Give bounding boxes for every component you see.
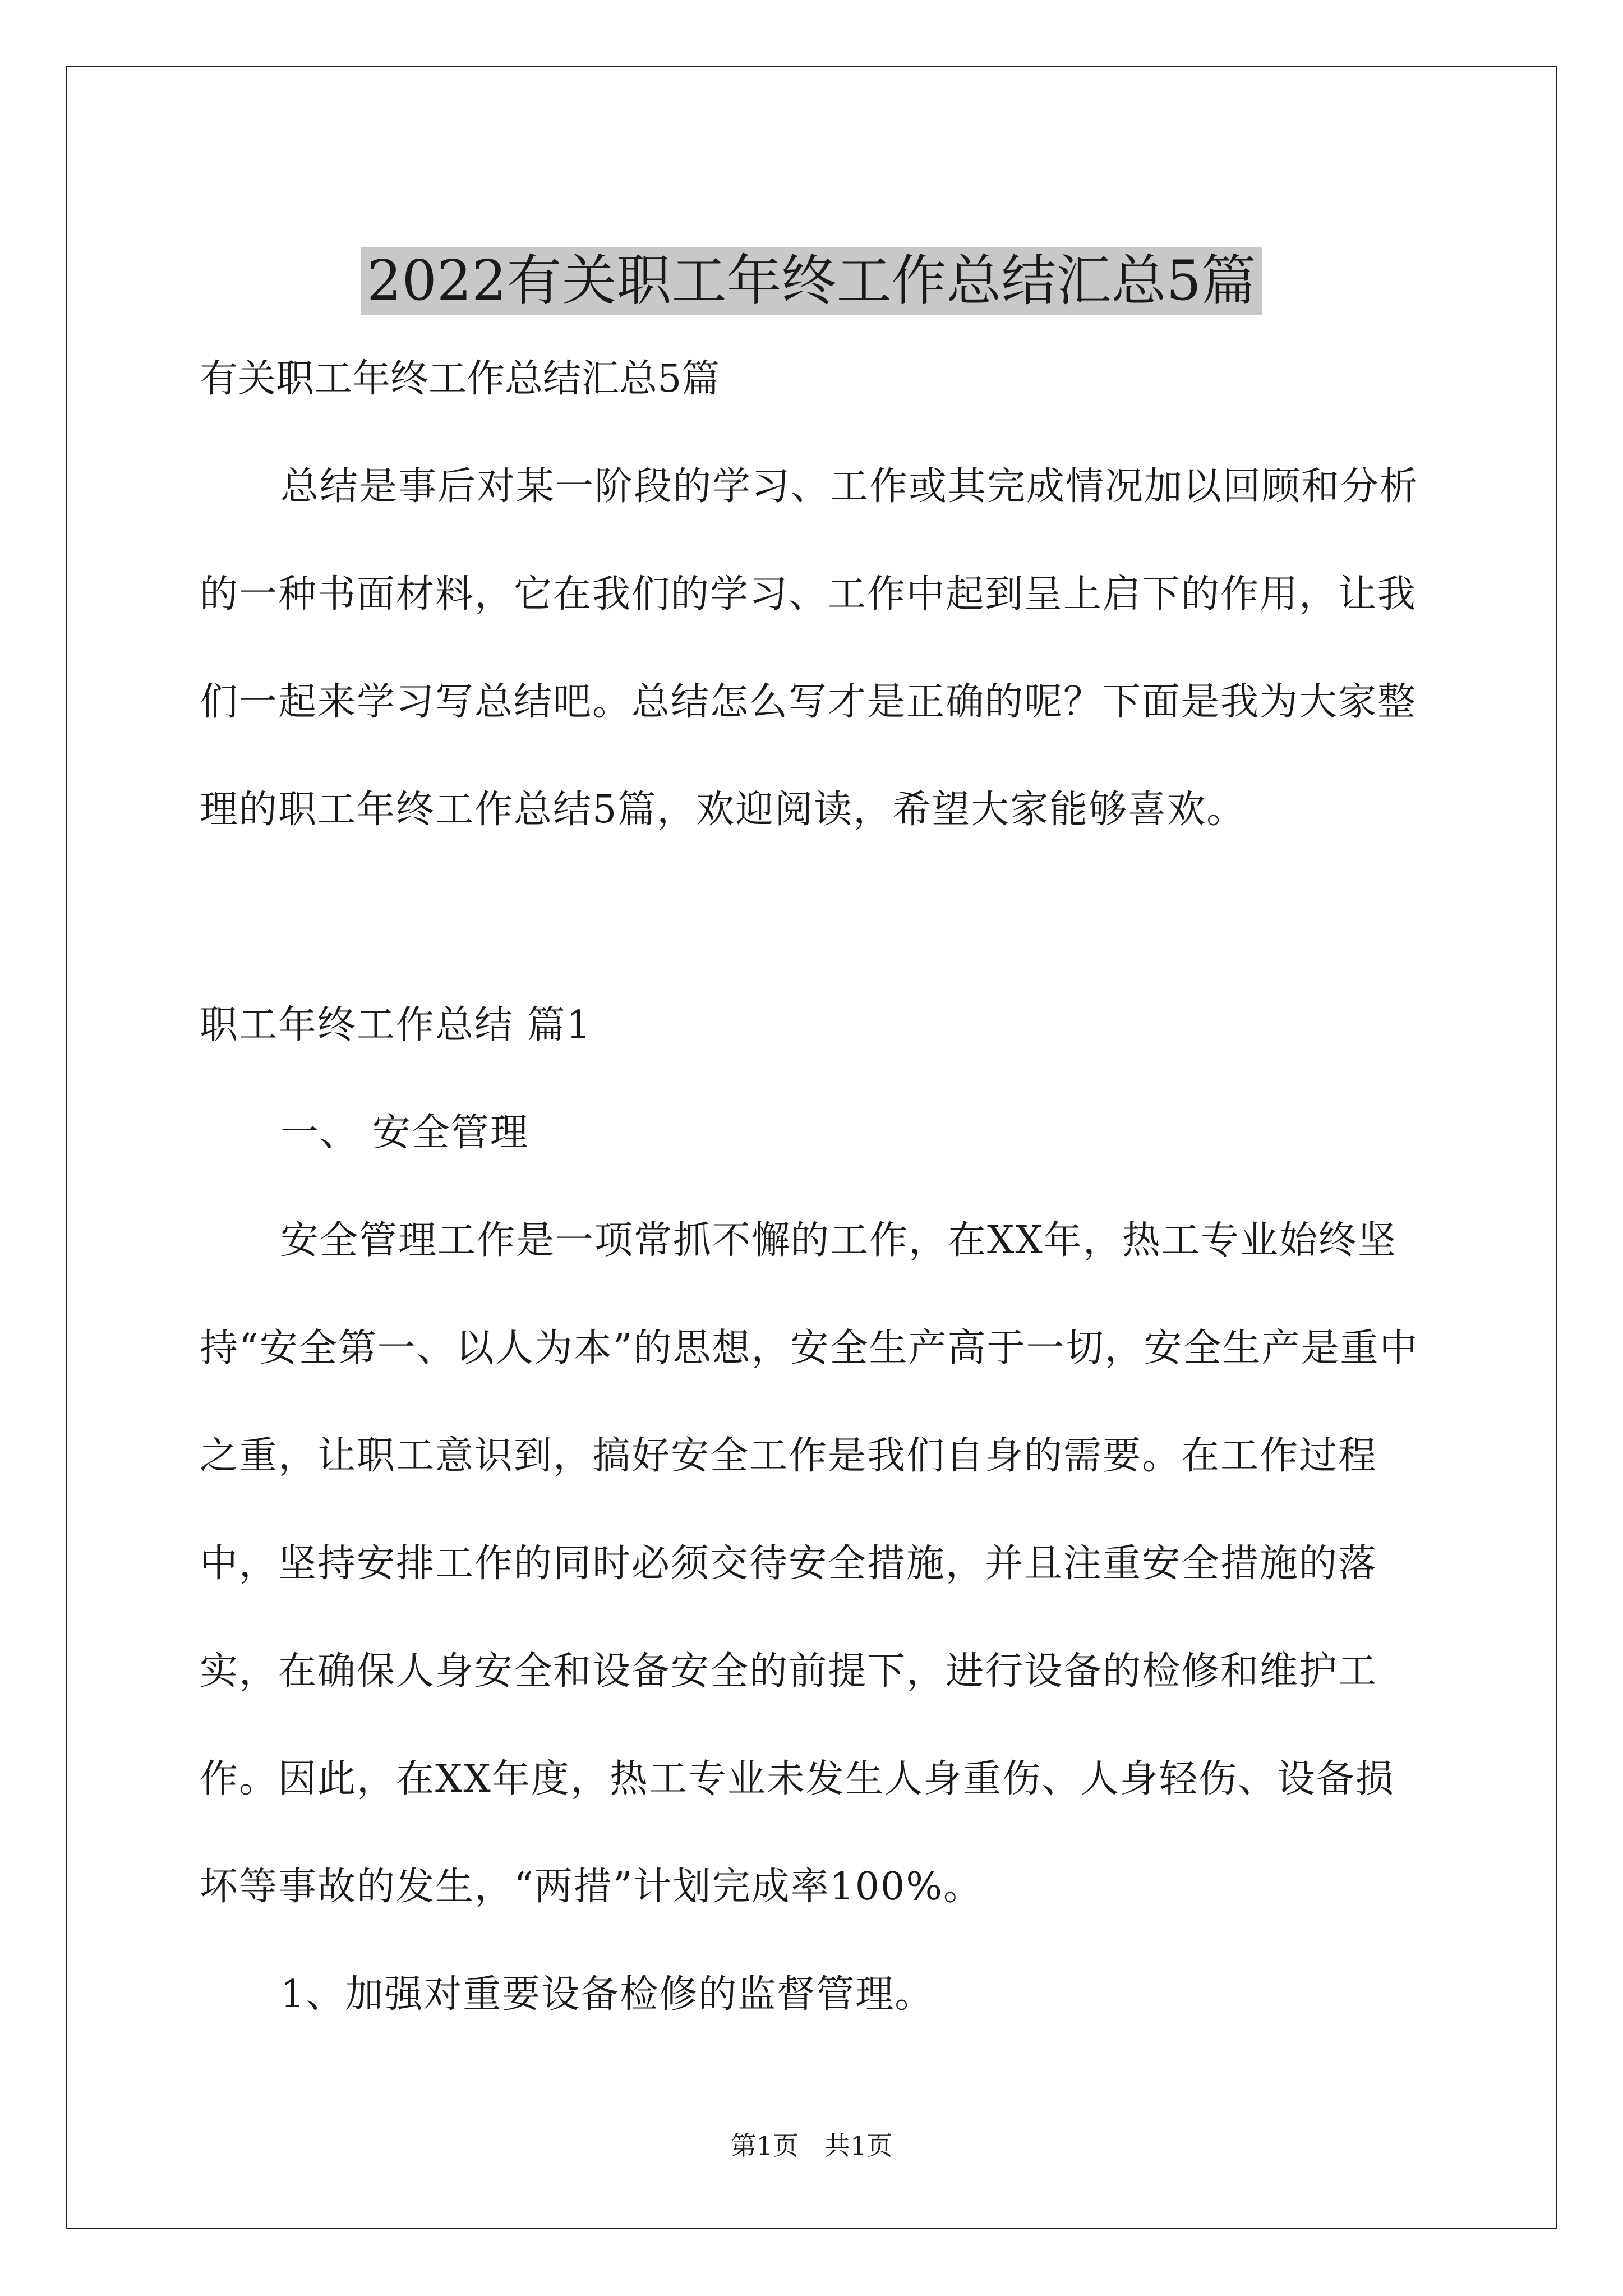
list-item-1: 1、加强对重要设备检修的监督管理。 — [280, 1972, 934, 2017]
section-heading: 职工年终工作总结 篇1 — [200, 1003, 592, 1047]
safety-paragraph: 安全管理工作是一项常抓不懈的工作，在XX年，热工专业始终坚持“安全第一、以人为本”的思想，安全生产高于一切，安全生产是重中之重，让职工意识到，搞好安全工作是我们自身的需要。在工作过程中，坚持安排工作的同时必须交待安全措施，并且注重安全措施的落实，在确保人身安全和设备安全的前提下，进行设备的检修和维护工作。因此，在XX年度，热工专业未发生人身重伤、人身轻伤、设备损坏等事故的发生，“两措”计划完成率100%。 — [200, 1218, 1419, 1909]
section-block — [200, 972, 1433, 2049]
intro-paragraph-block — [200, 433, 1433, 864]
part-heading: 一、 安全管理 — [280, 1111, 529, 1155]
document-title: 2022有关职工年终工作总结汇总5篇 — [0, 242, 1623, 320]
document-subtitle: 有关职工年终工作总结汇总5篇 — [200, 357, 720, 401]
page-footer: 第1页 共1页 — [730, 2131, 893, 2161]
intro-paragraph: 总结是事后对某一阶段的学习、工作或其完成情况加以回顾和分析的一种书面材料，它在我们的学习、工作中起到呈上启下的作用，让我们一起来学习写总结吧。总结怎么写才是正确的呢？下面是我为大家整理的职工年终工作总结5篇，欢迎阅读，希望大家能够喜欢。 — [200, 464, 1419, 832]
